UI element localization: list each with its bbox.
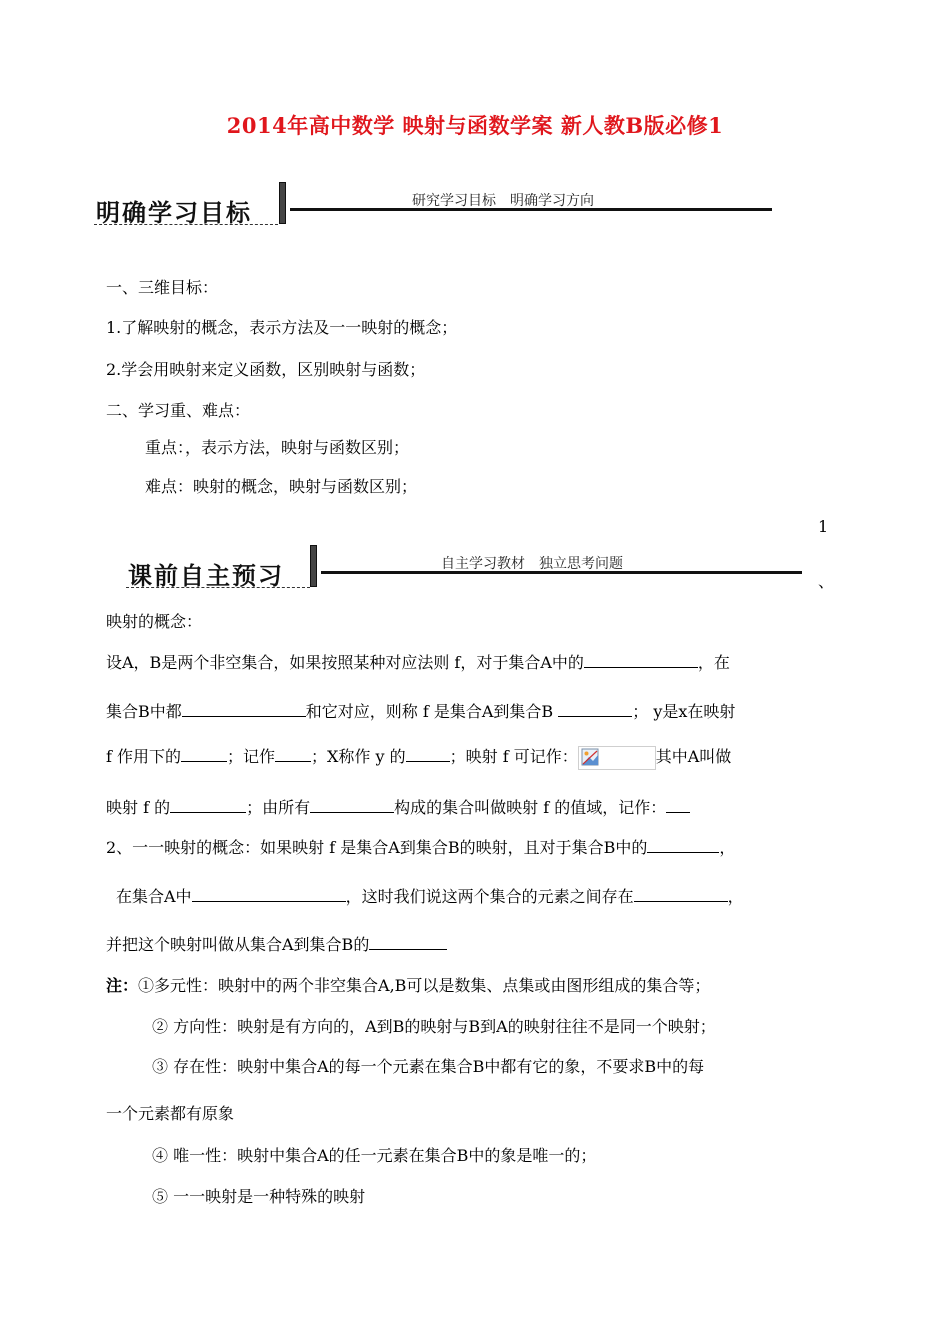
text: 在集合A中: [116, 887, 192, 906]
text: 并把这个映射叫做从集合A到集合B的: [106, 935, 370, 954]
goals-heading-1: 一、三维目标：: [106, 278, 219, 297]
section-heading-underline: [94, 224, 278, 225]
note-5: ⑤ 一一映射是一种特殊的映射: [152, 1187, 366, 1206]
text: ；X称作 y 的: [311, 747, 406, 766]
section-marker-bar: [279, 182, 286, 224]
margin-mark: 、: [818, 572, 835, 591]
text: 构成的集合叫做映射 f 的值域，记作：: [394, 798, 667, 817]
image-placeholder-icon: [581, 748, 599, 766]
key-point: 重点：，表示方法，映射与函数区别；: [145, 438, 410, 457]
embedded-image: [578, 746, 656, 770]
note-1: [106, 976, 710, 996]
text: f 作用下的: [106, 747, 182, 766]
note-label: 注：: [106, 976, 139, 995]
text: ，在: [697, 653, 730, 672]
fill-blank[interactable]: [192, 885, 346, 902]
text: ； y是x在映射: [632, 702, 736, 721]
text: ，这时我们说这两个集合的元素之间存在: [345, 887, 634, 906]
section-subtitle-goals: 研究学习目标 明确学习方向: [412, 193, 594, 209]
text: ，: [719, 838, 736, 857]
text: 设A，B是两个非空集合，如果按照某种对应法则 f，对于集合A中的: [106, 653, 584, 672]
text: 集合B中都: [106, 702, 182, 721]
mapping-line-4: [106, 796, 690, 818]
one-to-one-line-3: [106, 933, 447, 955]
one-to-one-line-1: [106, 836, 735, 858]
mapping-line-2: [106, 700, 735, 722]
fill-blank[interactable]: [634, 885, 728, 902]
fill-blank[interactable]: [666, 796, 690, 813]
one-to-one-line-2: [116, 885, 744, 907]
fill-blank[interactable]: [181, 745, 227, 762]
fill-blank[interactable]: [369, 933, 447, 950]
difficult-point: 难点：映射的概念，映射与函数区别；: [145, 477, 418, 496]
note-2: ② 方向性：映射是有方向的，A到B的映射与B到A的映射往往不是同一个映射；: [152, 1017, 716, 1036]
fill-blank[interactable]: [182, 700, 306, 717]
fill-blank[interactable]: [584, 651, 698, 668]
section-marker-bar: [310, 545, 317, 587]
goal-item-2: 2.学会用映射来定义函数，区别映射与函数；: [106, 360, 426, 379]
section-heading-goals: 明确学习目标: [96, 199, 252, 227]
text: ；映射 f 可记作：: [449, 747, 578, 766]
mapping-line-3: [106, 745, 731, 770]
fill-blank[interactable]: [406, 745, 450, 762]
fill-blank[interactable]: [647, 836, 719, 853]
page-title: 2014年高中数学 映射与函数学案 新人教B版必修1: [226, 113, 724, 138]
mapping-heading: 映射的概念：: [106, 612, 203, 631]
fill-blank[interactable]: [310, 796, 394, 813]
margin-number: 1: [818, 517, 829, 536]
fill-blank[interactable]: [275, 745, 311, 762]
fill-blank[interactable]: [170, 796, 246, 813]
goals-heading-2: 二、学习重、难点：: [106, 401, 251, 420]
section-heading-underline: [126, 587, 310, 588]
note-3: ③ 存在性：映射中集合A的每一个元素在集合B中都有它的象，不要求B中的每: [152, 1057, 705, 1076]
text: 其中A叫做: [655, 747, 732, 766]
text: ；由所有: [246, 798, 311, 817]
note-4: ④ 唯一性：映射中集合A的任一元素在集合B中的象是唯一的；: [152, 1146, 597, 1165]
text: ①多元性：映射中的两个非空集合A,B可以是数集、点集或由图形组成的集合等；: [138, 976, 711, 995]
text: ；记作: [227, 747, 276, 766]
goal-item-1: 1.了解映射的概念，表示方法及一一映射的概念；: [106, 318, 458, 337]
text: ，: [727, 887, 744, 906]
section-heading-preview: 课前自主预习: [128, 562, 284, 590]
section-subtitle-preview: 自主学习教材 独立思考问题: [441, 556, 623, 572]
text: 2、一一映射的概念：如果映射 f 是集合A到集合B的映射，且对于集合B中的: [106, 838, 648, 857]
fill-blank[interactable]: [558, 700, 632, 717]
mapping-line-1: [106, 651, 730, 673]
text: 映射 f 的: [106, 798, 171, 817]
text: 和它对应，则称 f 是集合A到集合B: [305, 702, 559, 721]
note-3-continued: 一个元素都有原象: [106, 1104, 235, 1123]
